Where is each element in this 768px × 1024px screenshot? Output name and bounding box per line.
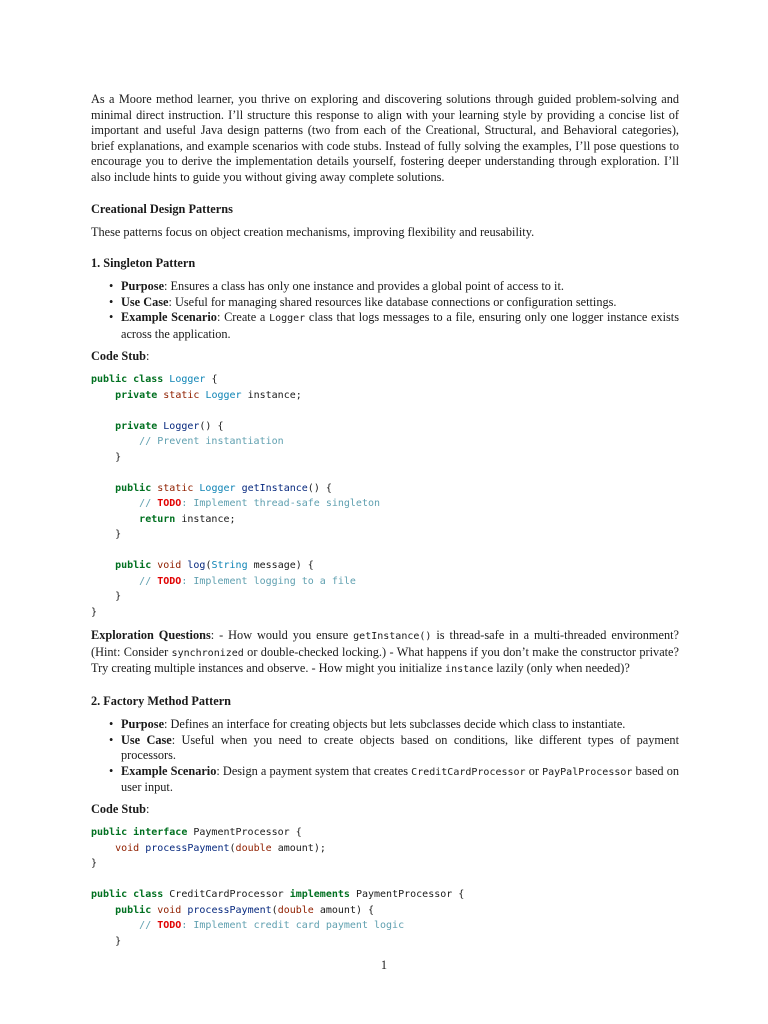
document-page bbox=[91, 92, 679, 949]
singleton-exploration-questions: Exploration Questions: - How would you ensure getInstance() is thread-safe in a multi-threaded environment? (Hint: Consider synchronized or double-checked locking.) - What happens if you don’t make the constructor private? Try creating multiple instances and observe. - How might you initialize instance lazily (only when needed)? bbox=[91, 628, 679, 676]
singleton-purpose-item: • Purpose: Ensures a class has only one instance and provides a global point of access to it. bbox=[121, 279, 679, 295]
factory-bullet-list bbox=[91, 717, 679, 796]
singleton-title: 1. Singleton Pattern bbox=[91, 256, 196, 271]
singleton-usecase-item: • Use Case: Useful for managing shared resources like database connections or configuration settings. bbox=[121, 295, 679, 311]
factory-code-block: public interface PaymentProcessor { void processPayment(double amount); } public class CreditCardProcessor implements PaymentProcessor { public void processPayment(double amount) { // TODO: Implement credit card payment logic } bbox=[91, 827, 465, 947]
singleton-bullet-list bbox=[91, 279, 679, 342]
factory-title: 2. Factory Method Pattern bbox=[91, 693, 232, 708]
factory-scenario-item: • Example Scenario: Design a payment system that creates CreditCardProcessor or PayPalProcessor based on user input. bbox=[121, 764, 679, 796]
singleton-code-stub-label: Code Stub: bbox=[91, 348, 150, 363]
factory-purpose-item: • Purpose: Defines an interface for creating objects but lets subclasses decide which class to instantiate. bbox=[121, 717, 679, 733]
section-heading-creational: Creational Design Patterns bbox=[91, 201, 233, 216]
intro-paragraph: As a Moore method learner, you thrive on exploring and discovering solutions through guided problem-solving and minimal direct instruction. I’ll structure this response to align with your learning style by providing a concise list of important and useful Java design patterns (two from each of the Creational, Structural, and Behavioral categories), brief explanations, and example scenarios with code stubs. Instead of fully solving the examples, I’ll pose questions to encourage you to derive the implementation details yourself, fostering deeper understanding through exploration. I’ll also include hints to guide you without giving away complete solutions. bbox=[91, 92, 679, 184]
singleton-code-block: public class Logger { private static Logger instance; private Logger() { // Prevent instantiation } public static Logger getInstance() { // TODO: Implement thread-safe singleton return instance; } public void log(String message) { // TODO: Implement logging to a file } } bbox=[91, 374, 381, 618]
creational-description: These patterns focus on object creation mechanisms, improving flexibility and reusability. bbox=[91, 224, 535, 239]
page-number: 1 bbox=[380, 958, 388, 972]
singleton-scenario-item: • Example Scenario: Create a Logger class that logs messages to a file, ensuring only one logger instance exists across the application. bbox=[121, 310, 679, 342]
factory-code-stub-label: Code Stub: bbox=[91, 801, 150, 816]
factory-usecase-item: • Use Case: Useful when you need to create objects based on conditions, like different types of payment processors. bbox=[121, 733, 679, 764]
